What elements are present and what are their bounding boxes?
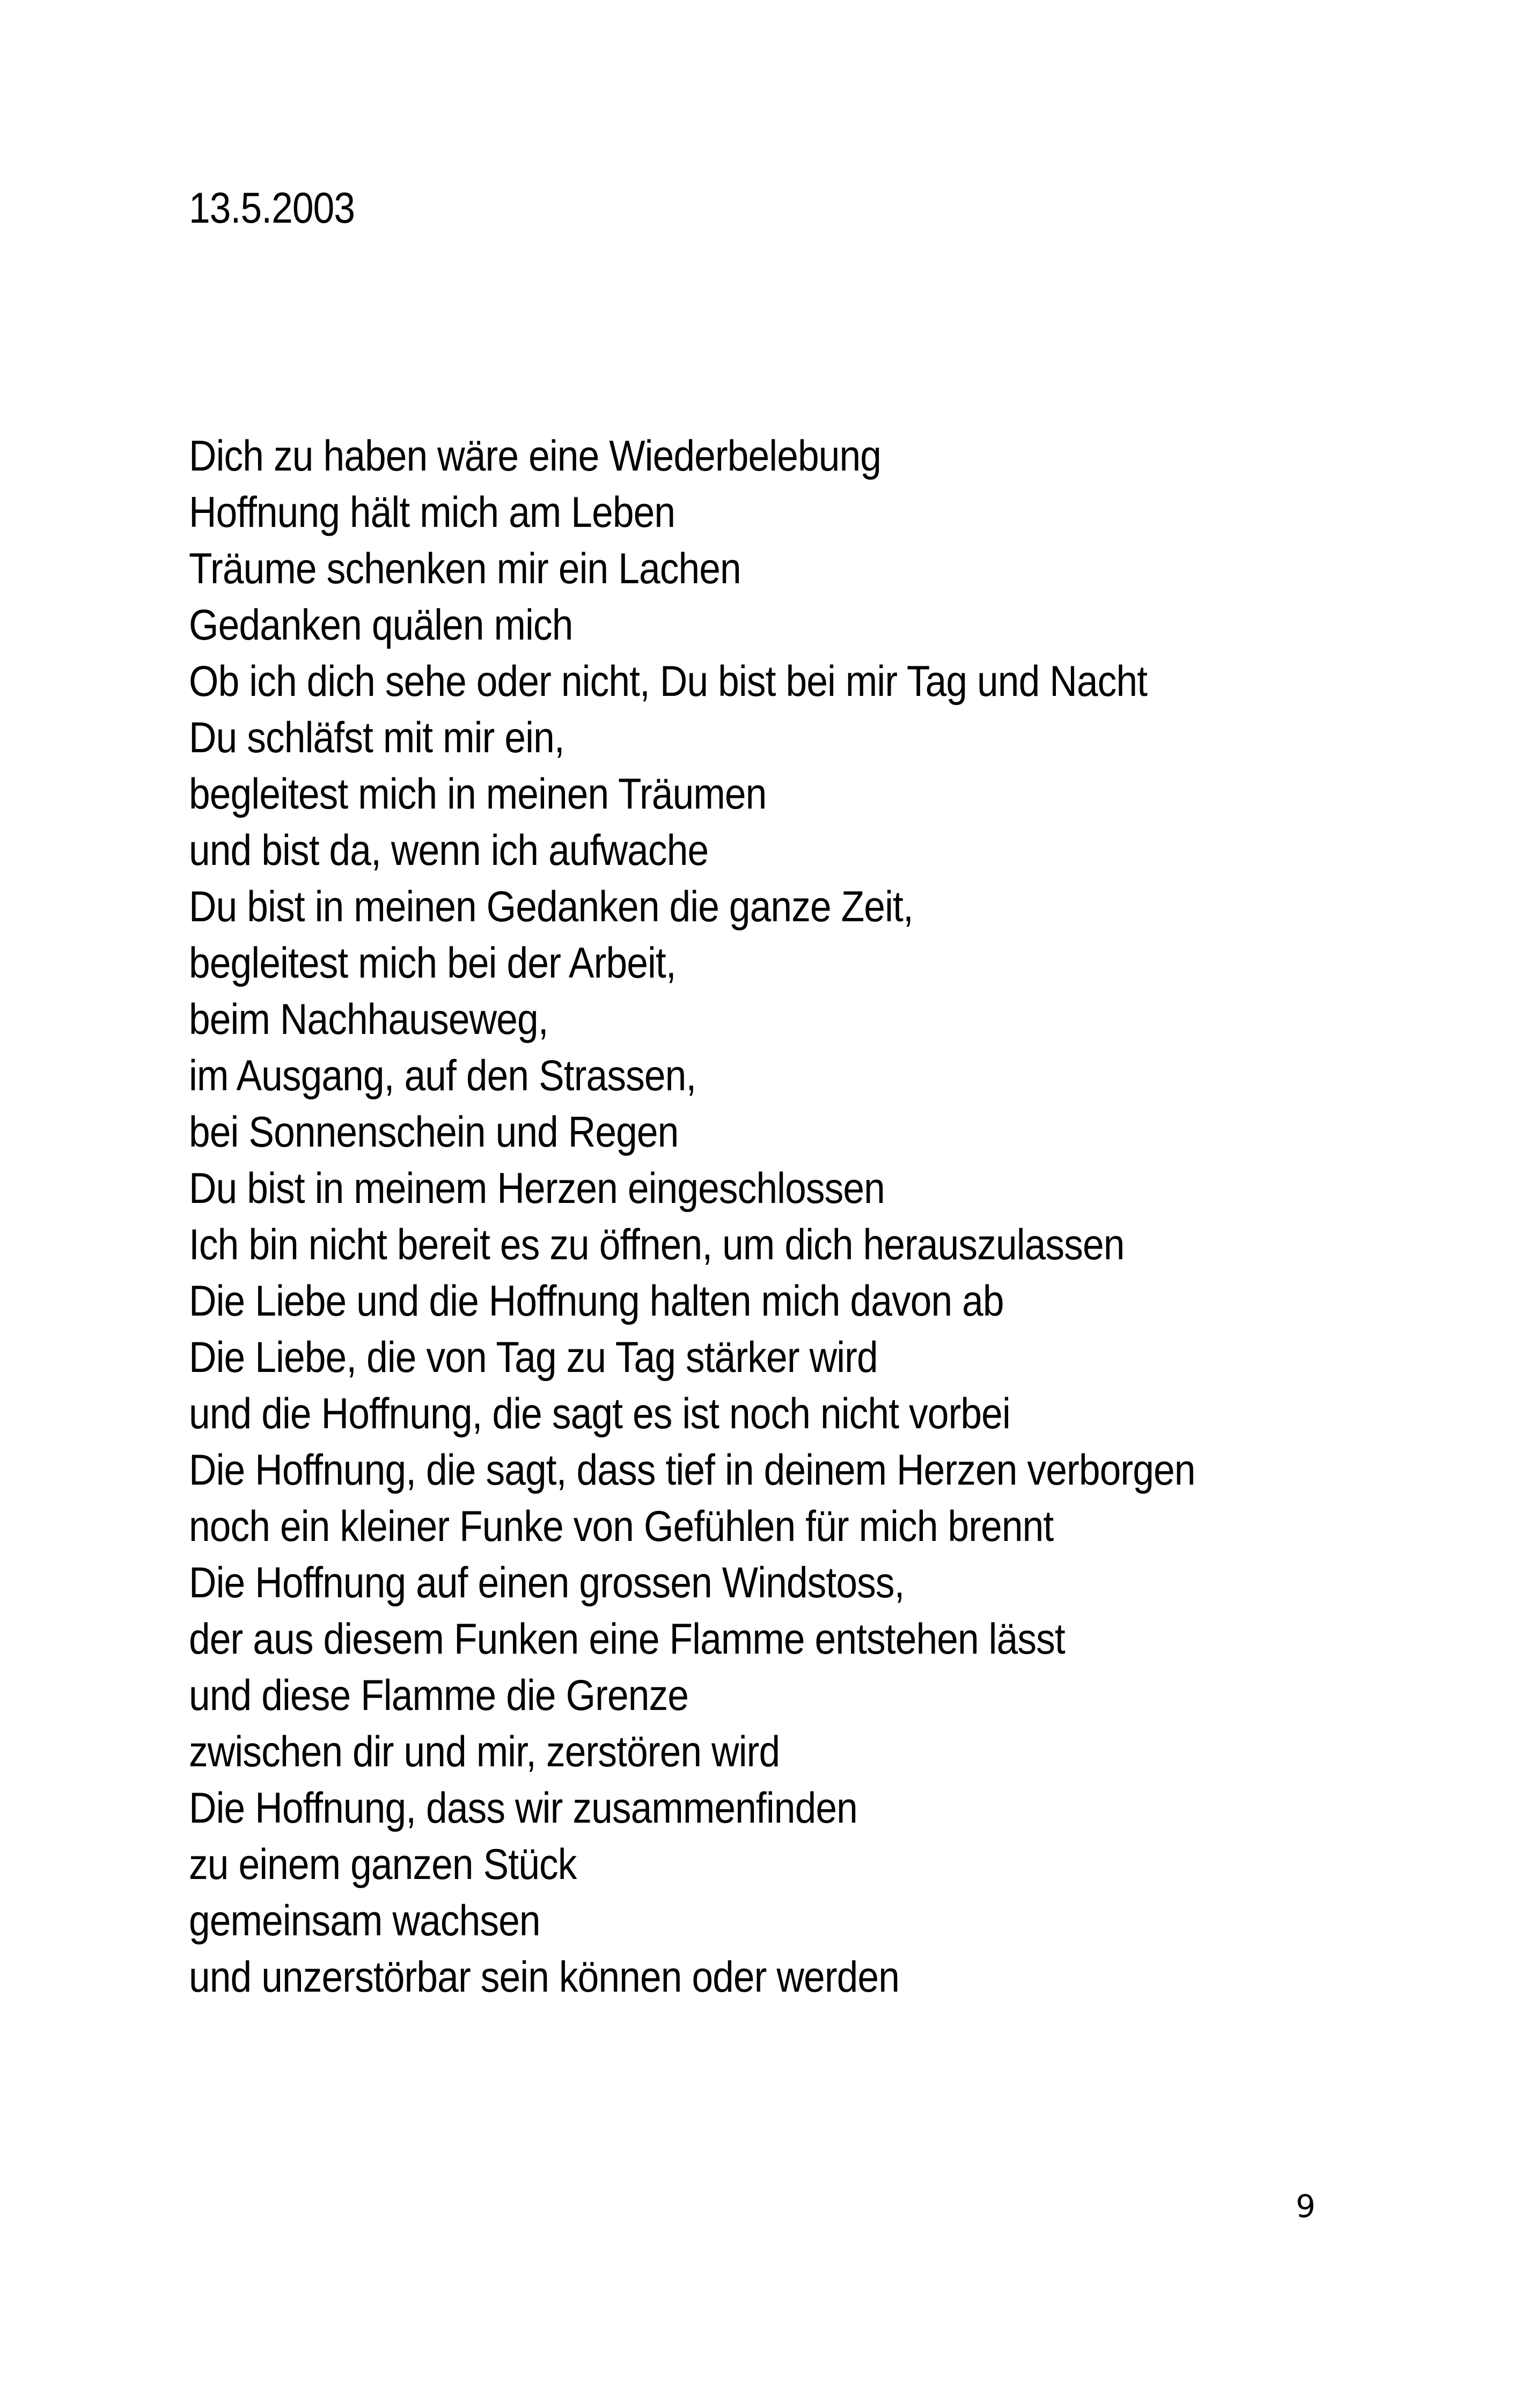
poem-line: noch ein kleiner Funke von Gefühlen für mich brennt (189, 1502, 1054, 1551)
poem-line: Dich zu haben wäre eine Wiederbelebung (189, 432, 882, 480)
page-number: 9 (1296, 2188, 1316, 2225)
poem-line: Du schläfst mit mir ein, (189, 714, 564, 762)
poem-line: zwischen dir und mir, zerstören wird (189, 1728, 780, 1776)
poem-line: Hoffnung hält mich am Leben (189, 488, 675, 537)
poem-line: im Ausgang, auf den Strassen, (189, 1052, 696, 1100)
poem-line: Die Hoffnung auf einen grossen Windstoss, (189, 1559, 905, 1607)
poem-date: 13.5.2003 (189, 184, 355, 232)
poem-line: Die Liebe, die von Tag zu Tag stärker wird (189, 1333, 878, 1382)
poem-line: Die Liebe und die Hoffnung halten mich davon ab (189, 1277, 1004, 1325)
poem-line: Gedanken quälen mich (189, 601, 573, 649)
poem-line: zu einem ganzen Stück (189, 1840, 577, 1889)
poem-line: beim Nachhauseweg, (189, 995, 548, 1044)
poem-line: begleitest mich in meinen Träumen (189, 770, 767, 818)
poem-line: Du bist in meinen Gedanken die ganze Zeit, (189, 883, 913, 931)
poem-line: begleitest mich bei der Arbeit, (189, 939, 676, 987)
poem-line: bei Sonnenschein und Regen (189, 1108, 679, 1156)
poem-line: Ich bin nicht bereit es zu öffnen, um dich herauszulassen (189, 1221, 1125, 1269)
poem-body (189, 428, 1195, 2006)
poem-line: gemeinsam wachsen (189, 1897, 540, 1945)
poem-line: der aus diesem Funken eine Flamme entstehen lässt (189, 1615, 1065, 1663)
poem-line: Du bist in meinem Herzen eingeschlossen (189, 1164, 885, 1213)
poem-line: und die Hoffnung, die sagt es ist noch nicht vorbei (189, 1390, 1010, 1438)
poem-line: Träume schenken mir ein Lachen (189, 545, 741, 593)
poem-line: und bist da, wenn ich aufwache (189, 826, 709, 875)
poem-line: Die Hoffnung, dass wir zusammenfinden (189, 1784, 857, 1832)
poem-line: Ob ich dich sehe oder nicht, Du bist bei mir Tag und Nacht (189, 657, 1148, 706)
poem-line: und diese Flamme die Grenze (189, 1671, 689, 1720)
poem-line: Die Hoffnung, die sagt, dass tief in deinem Herzen verborgen (189, 1446, 1195, 1494)
poem-line: und unzerstörbar sein können oder werden (189, 1953, 899, 2001)
